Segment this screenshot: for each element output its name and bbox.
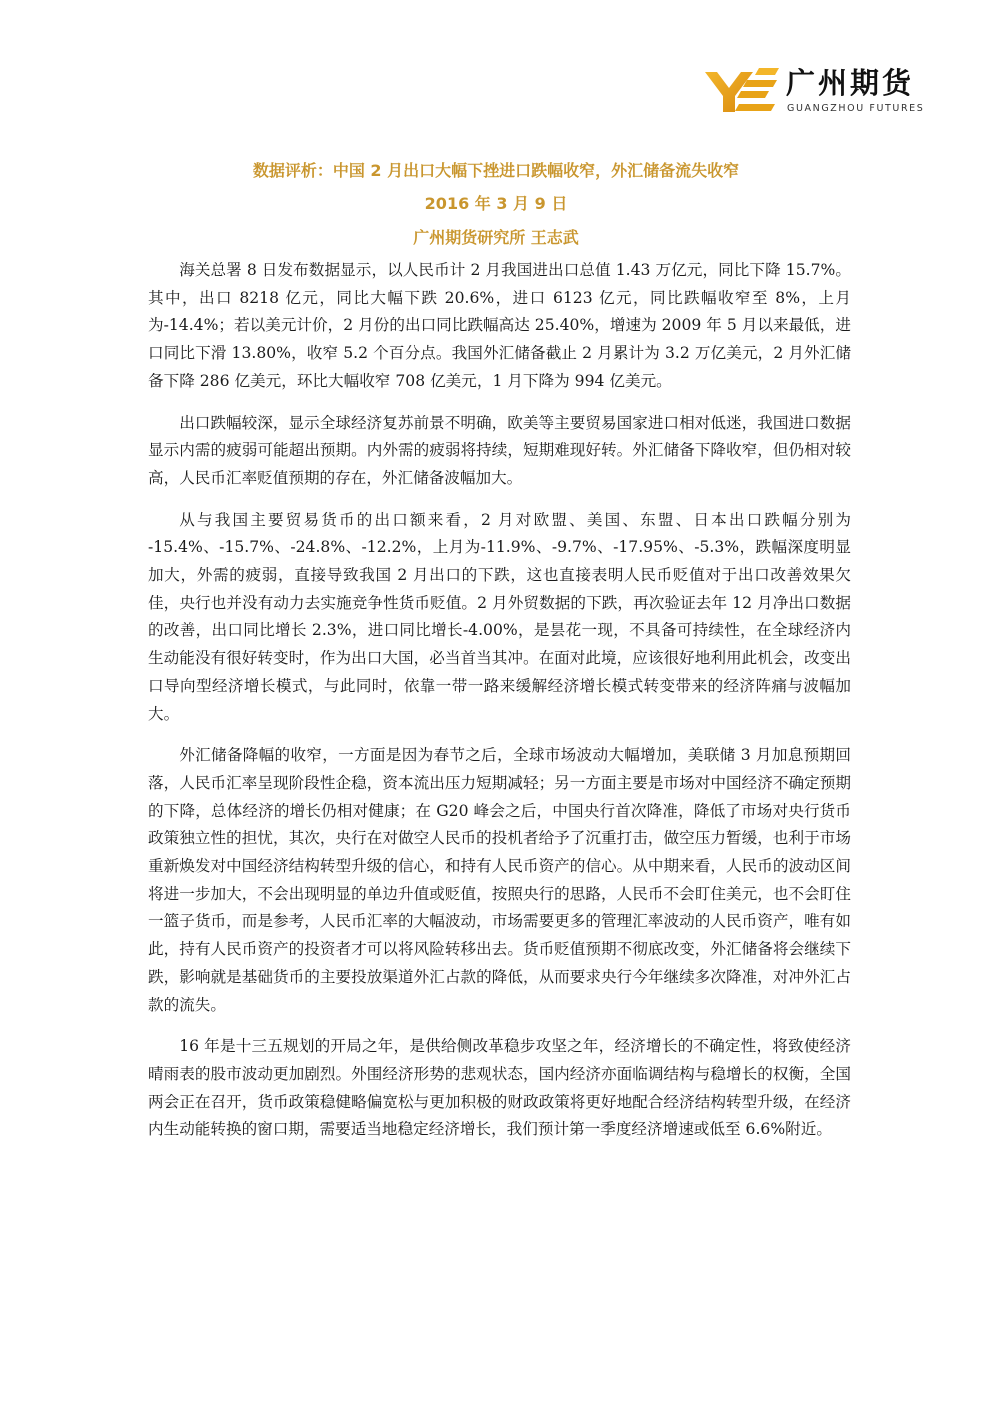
logo-mark-icon — [703, 66, 779, 114]
paragraph-5: 16 年是十三五规划的开局之年，是供给侧改革稳步攻坚之年，经济增长的不确定性，将致使经济晴雨表的股市波动更加剧烈。外围经济形势的悲观状态，国内经济亦面临调结构与稳增长的权衡，全国两会正在召开，货币政策稳健略偏宽松与更加积极的财政政策将更好地配合经济结构转型升级，在经济内生动能转换的窗口期，需要适当地稳定经济增长，我们预计第一季度经济增速或低至 6.6%附近。 — [148, 1037, 851, 1139]
document-date: 2016 年 3 月 9 日 — [424, 194, 568, 213]
company-logo — [703, 66, 925, 116]
paragraph-2: 出口跌幅较深，显示全球经济复苏前景不明确，欧美等主要贸易国家进口相对低迷，我国进口数据显示内需的疲弱可能超出预期。内外需的疲弱将持续，短期难现好转。外汇储备下降收窄，但仍相对较高，人民币汇率贬值预期的存在，外汇储备波幅加大。 — [148, 413, 851, 487]
logo-chinese-name: 广州期货 — [786, 66, 915, 100]
document-author: 广州期货研究所 王志武 — [413, 228, 579, 247]
paragraph-3: 从与我国主要贸易货币的出口额来看，2 月对欧盟、美国、东盟、日本出口跌幅分别为 -15.4%、-15.7%、-24.8%、-12.2%，上月为-11.9%、-9.7%、-17.95%、-5.3%，跌幅深度明显加大，外需的疲弱，直接导致我国 2 月出口的下跌，这也直接表明人民币贬值对于出口改善效果欠佳，央行也并没有动力去实施竞争性货币贬值。2 月外贸数据的下跌，再次验证去年 12 月净出口数据的改善，出口同比增长 2.3%，进口同比增长-4.00%，是昙花一现，不具备可持续性，在全球经济内生动能没有很好转变时，作为出口大国，必当首当其冲。在面对此境，应该很好地利用此机会，改变出口导向型经济增长模式，与此同时，依靠一带一路来缓解经济增长模式转变带来的经济阵痛与波幅加大。 — [148, 510, 851, 723]
document-title: 数据评析：中国 2 月出口大幅下挫进口跌幅收窄，外汇储备流失收窄 — [252, 161, 740, 180]
paragraph-1: 海关总署 8 日发布数据显示，以人民币计 2 月我国进出口总值 1.43 万亿元，同比下降 15.7%。其中，出口 8218 亿元，同比大幅下跌 20.6%，进口 6123 亿元，同比跌幅收窄至 8%，上月为-14.4%；若以美元计价，2 月份的出口同比跌幅高达 25.40%，增速为 2009 年 5 月以来最低，进口同比下滑 13.80%，收窄 5.2 个百分点。我国外汇储备截止 2 月累计为 3.2 万亿美元，2 月外汇储备下降 286 亿美元，环比大幅收窄 708 亿美元，1 月下降为 994 亿美元。 — [148, 261, 851, 390]
logo-english-name: GUANGZHOU FUTURES — [787, 103, 925, 114]
paragraph-4: 外汇储备降幅的收窄，一方面是因为春节之后，全球市场波动大幅增加，美联储 3 月加息预期回落，人民币汇率呈现阶段性企稳，资本流出压力短期减轻；另一方面主要是市场对中国经济不确定预期的下降，总体经济的增长仍相对健康；在 G20 峰会之后，中国央行首次降准，降低了市场对央行货币政策独立性的担忧，其次，央行在对做空人民币的投机者给予了沉重打击，做空压力暂缓，也利于市场重新焕发对中国经济结构转型升级的信心，和持有人民币资产的信心。从中期来看，人民币的波动区间将进一步加大，不会出现明显的单边升值或贬值，按照央行的思路，人民币不会盯住美元，也不会盯住一篮子货币，而是参考，人民币汇率的大幅波动，市场需要更多的管理汇率波动的人民币资产，唯有如此，持有人民币资产的投资者才可以将风险转移出去。货币贬值预期不彻底改变，外汇储备将会继续下跌，影响就是基础货币的主要投放渠道外汇占款的降低，从而要求央行今年继续多次降准，对冲外汇占款的流失。 — [148, 746, 851, 1014]
article-body — [148, 257, 851, 1158]
